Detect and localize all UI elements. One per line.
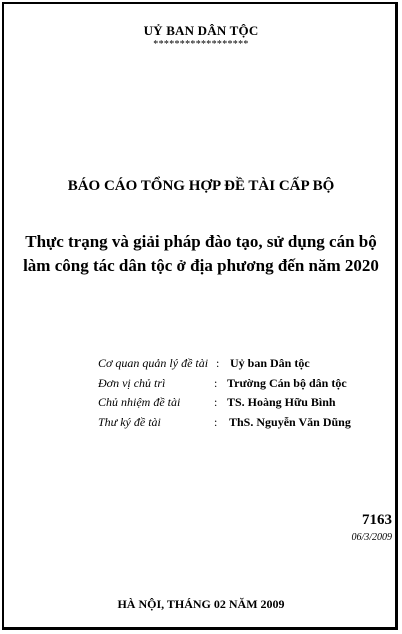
place-and-date: HÀ NỘI, THÁNG 02 NĂM 2009 bbox=[117, 597, 285, 611]
report-type-heading: BÁO CÁO TỔNG HỢP ĐỀ TÀI CẤP BỘ bbox=[67, 178, 335, 194]
info-value: Uỷ ban Dân tộc bbox=[230, 356, 310, 370]
info-label: Đơn vị chủ trì bbox=[98, 375, 166, 390]
info-label: Cơ quan quản lý đề tài bbox=[98, 356, 209, 370]
report-title-line-2: làm công tác dân tộc ở địa phương đến năm 2020 bbox=[23, 256, 379, 275]
info-label: Thư ký đề tài bbox=[98, 414, 161, 429]
info-label: Chủ nhiệm đề tài bbox=[98, 395, 181, 409]
page-border bbox=[2, 2, 398, 630]
report-title bbox=[0, 230, 402, 278]
archive-code: 7163 bbox=[362, 512, 392, 528]
info-colon: : bbox=[214, 395, 218, 409]
info-value: ThS. Nguyễn Văn Dũng bbox=[229, 414, 351, 429]
info-colon: : bbox=[216, 356, 220, 370]
info-colon: : bbox=[214, 375, 218, 390]
archive-date: 06/3/2009 bbox=[351, 532, 392, 543]
agency-name: UỶ BAN DÂN TỘC bbox=[143, 23, 259, 38]
info-colon: : bbox=[214, 414, 218, 429]
report-title-line-1: Thực trạng và giải pháp đào tạo, sử dụng cán bộ bbox=[25, 232, 377, 251]
star-divider: ****************** bbox=[153, 39, 249, 50]
info-value: TS. Hoàng Hữu Bình bbox=[227, 395, 336, 409]
info-value: Trường Cán bộ dân tộc bbox=[227, 375, 347, 390]
